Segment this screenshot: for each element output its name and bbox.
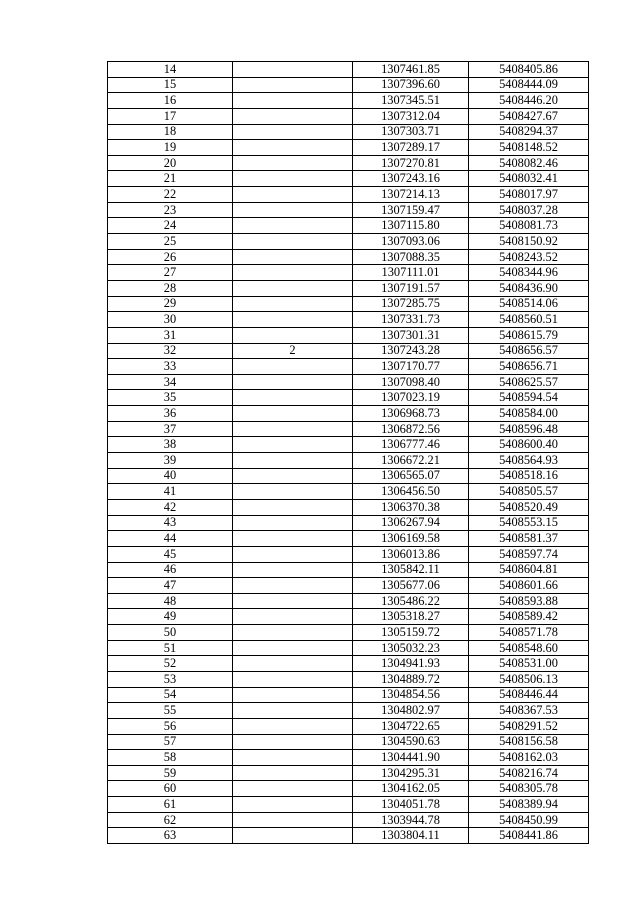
- x-coordinate-cell: 1307111.01: [353, 265, 469, 281]
- table-row: [108, 656, 589, 672]
- group-cell: [233, 202, 353, 218]
- group-cell: [233, 218, 353, 234]
- y-coordinate-cell: 5408600.40: [469, 437, 589, 453]
- table-row: [108, 531, 589, 547]
- y-coordinate-cell: 5408571.78: [469, 625, 589, 641]
- table-row: [108, 484, 589, 500]
- group-cell: [233, 249, 353, 265]
- point-number-cell: 57: [108, 734, 233, 750]
- x-coordinate-cell: 1306370.38: [353, 499, 469, 515]
- coordinate-table: [107, 61, 589, 844]
- y-coordinate-cell: 5408156.58: [469, 734, 589, 750]
- table-row: [108, 265, 589, 281]
- table-row: [108, 593, 589, 609]
- y-coordinate-cell: 5408291.52: [469, 718, 589, 734]
- group-cell: [233, 734, 353, 750]
- point-number-cell: 41: [108, 484, 233, 500]
- y-coordinate-cell: 5408367.53: [469, 703, 589, 719]
- y-coordinate-cell: 5408441.86: [469, 828, 589, 844]
- x-coordinate-cell: 1307331.73: [353, 312, 469, 328]
- table-row: [108, 390, 589, 406]
- group-cell: [233, 656, 353, 672]
- point-number-cell: 37: [108, 421, 233, 437]
- point-number-cell: 42: [108, 499, 233, 515]
- y-coordinate-cell: 5408625.57: [469, 374, 589, 390]
- table-row: [108, 359, 589, 375]
- group-cell: [233, 124, 353, 140]
- coordinate-table-body: [108, 62, 589, 844]
- table-row: [108, 671, 589, 687]
- table-row: [108, 578, 589, 594]
- x-coordinate-cell: 1307461.85: [353, 62, 469, 78]
- group-cell: [233, 593, 353, 609]
- y-coordinate-cell: 5408082.46: [469, 155, 589, 171]
- group-cell: [233, 609, 353, 625]
- group-cell: [233, 437, 353, 453]
- x-coordinate-cell: 1306013.86: [353, 546, 469, 562]
- table-row: [108, 406, 589, 422]
- table-row: [108, 171, 589, 187]
- point-number-cell: 45: [108, 546, 233, 562]
- table-row: [108, 343, 589, 359]
- group-cell: [233, 468, 353, 484]
- table-row: [108, 140, 589, 156]
- y-coordinate-cell: 5408148.52: [469, 140, 589, 156]
- y-coordinate-cell: 5408548.60: [469, 640, 589, 656]
- group-cell: [233, 453, 353, 469]
- group-cell: [233, 578, 353, 594]
- table-row: [108, 468, 589, 484]
- point-number-cell: 58: [108, 750, 233, 766]
- y-coordinate-cell: 5408589.42: [469, 609, 589, 625]
- point-number-cell: 33: [108, 359, 233, 375]
- table-row: [108, 609, 589, 625]
- table-row: [108, 781, 589, 797]
- y-coordinate-cell: 5408596.48: [469, 421, 589, 437]
- point-number-cell: 32: [108, 343, 233, 359]
- group-cell: [233, 327, 353, 343]
- y-coordinate-cell: 5408017.97: [469, 187, 589, 203]
- point-number-cell: 14: [108, 62, 233, 78]
- group-cell: [233, 359, 353, 375]
- table-row: [108, 546, 589, 562]
- table-row: [108, 187, 589, 203]
- table-row: [108, 124, 589, 140]
- y-coordinate-cell: 5408564.93: [469, 453, 589, 469]
- point-number-cell: 17: [108, 108, 233, 124]
- x-coordinate-cell: 1307098.40: [353, 374, 469, 390]
- table-row: [108, 499, 589, 515]
- y-coordinate-cell: 5408656.57: [469, 343, 589, 359]
- x-coordinate-cell: 1306456.50: [353, 484, 469, 500]
- x-coordinate-cell: 1304162.05: [353, 781, 469, 797]
- x-coordinate-cell: 1305159.72: [353, 625, 469, 641]
- group-cell: [233, 515, 353, 531]
- point-number-cell: 44: [108, 531, 233, 547]
- x-coordinate-cell: 1306267.94: [353, 515, 469, 531]
- x-coordinate-cell: 1305032.23: [353, 640, 469, 656]
- y-coordinate-cell: 5408081.73: [469, 218, 589, 234]
- x-coordinate-cell: 1306968.73: [353, 406, 469, 422]
- x-coordinate-cell: 1306872.56: [353, 421, 469, 437]
- point-number-cell: 39: [108, 453, 233, 469]
- y-coordinate-cell: 5408032.41: [469, 171, 589, 187]
- x-coordinate-cell: 1304295.31: [353, 765, 469, 781]
- x-coordinate-cell: 1304051.78: [353, 797, 469, 813]
- group-cell: [233, 781, 353, 797]
- table-row: [108, 327, 589, 343]
- group-cell: 2: [233, 343, 353, 359]
- x-coordinate-cell: 1306565.07: [353, 468, 469, 484]
- y-coordinate-cell: 5408450.99: [469, 812, 589, 828]
- point-number-cell: 35: [108, 390, 233, 406]
- group-cell: [233, 765, 353, 781]
- x-coordinate-cell: 1307285.75: [353, 296, 469, 312]
- group-cell: [233, 155, 353, 171]
- y-coordinate-cell: 5408389.94: [469, 797, 589, 813]
- y-coordinate-cell: 5408584.00: [469, 406, 589, 422]
- group-cell: [233, 390, 353, 406]
- point-number-cell: 21: [108, 171, 233, 187]
- table-row: [108, 108, 589, 124]
- point-number-cell: 18: [108, 124, 233, 140]
- y-coordinate-cell: 5408553.15: [469, 515, 589, 531]
- y-coordinate-cell: 5408243.52: [469, 249, 589, 265]
- table-row: [108, 625, 589, 641]
- group-cell: [233, 625, 353, 641]
- x-coordinate-cell: 1307312.04: [353, 108, 469, 124]
- point-number-cell: 54: [108, 687, 233, 703]
- table-row: [108, 77, 589, 93]
- y-coordinate-cell: 5408427.67: [469, 108, 589, 124]
- y-coordinate-cell: 5408604.81: [469, 562, 589, 578]
- point-number-cell: 47: [108, 578, 233, 594]
- point-number-cell: 36: [108, 406, 233, 422]
- y-coordinate-cell: 5408594.54: [469, 390, 589, 406]
- point-number-cell: 61: [108, 797, 233, 813]
- group-cell: [233, 265, 353, 281]
- y-coordinate-cell: 5408405.86: [469, 62, 589, 78]
- table-row: [108, 93, 589, 109]
- x-coordinate-cell: 1307170.77: [353, 359, 469, 375]
- y-coordinate-cell: 5408615.79: [469, 327, 589, 343]
- group-cell: [233, 421, 353, 437]
- y-coordinate-cell: 5408597.74: [469, 546, 589, 562]
- x-coordinate-cell: 1307303.71: [353, 124, 469, 140]
- point-number-cell: 16: [108, 93, 233, 109]
- point-number-cell: 19: [108, 140, 233, 156]
- point-number-cell: 49: [108, 609, 233, 625]
- group-cell: [233, 280, 353, 296]
- table-row: [108, 437, 589, 453]
- table-row: [108, 374, 589, 390]
- point-number-cell: 59: [108, 765, 233, 781]
- group-cell: [233, 77, 353, 93]
- table-row: [108, 234, 589, 250]
- y-coordinate-cell: 5408505.57: [469, 484, 589, 500]
- table-row: [108, 562, 589, 578]
- point-number-cell: 46: [108, 562, 233, 578]
- group-cell: [233, 312, 353, 328]
- y-coordinate-cell: 5408150.92: [469, 234, 589, 250]
- point-number-cell: 56: [108, 718, 233, 734]
- point-number-cell: 53: [108, 671, 233, 687]
- y-coordinate-cell: 5408305.78: [469, 781, 589, 797]
- x-coordinate-cell: 1307396.60: [353, 77, 469, 93]
- y-coordinate-cell: 5408446.44: [469, 687, 589, 703]
- table-row: [108, 453, 589, 469]
- table-row: [108, 218, 589, 234]
- table-row: [108, 718, 589, 734]
- point-number-cell: 26: [108, 249, 233, 265]
- group-cell: [233, 718, 353, 734]
- group-cell: [233, 62, 353, 78]
- group-cell: [233, 640, 353, 656]
- x-coordinate-cell: 1307088.35: [353, 249, 469, 265]
- group-cell: [233, 750, 353, 766]
- group-cell: [233, 499, 353, 515]
- group-cell: [233, 140, 353, 156]
- y-coordinate-cell: 5408344.96: [469, 265, 589, 281]
- table-row: [108, 155, 589, 171]
- y-coordinate-cell: 5408444.09: [469, 77, 589, 93]
- y-coordinate-cell: 5408656.71: [469, 359, 589, 375]
- y-coordinate-cell: 5408294.37: [469, 124, 589, 140]
- point-number-cell: 63: [108, 828, 233, 844]
- table-row: [108, 687, 589, 703]
- table-row: [108, 249, 589, 265]
- x-coordinate-cell: 1307191.57: [353, 280, 469, 296]
- x-coordinate-cell: 1307243.16: [353, 171, 469, 187]
- y-coordinate-cell: 5408581.37: [469, 531, 589, 547]
- group-cell: [233, 671, 353, 687]
- group-cell: [233, 171, 353, 187]
- x-coordinate-cell: 1306777.46: [353, 437, 469, 453]
- table-row: [108, 765, 589, 781]
- group-cell: [233, 531, 353, 547]
- point-number-cell: 40: [108, 468, 233, 484]
- x-coordinate-cell: 1307159.47: [353, 202, 469, 218]
- group-cell: [233, 296, 353, 312]
- group-cell: [233, 687, 353, 703]
- table-row: [108, 734, 589, 750]
- y-coordinate-cell: 5408506.13: [469, 671, 589, 687]
- group-cell: [233, 546, 353, 562]
- x-coordinate-cell: 1307289.17: [353, 140, 469, 156]
- x-coordinate-cell: 1303804.11: [353, 828, 469, 844]
- point-number-cell: 20: [108, 155, 233, 171]
- table-row: [108, 640, 589, 656]
- point-number-cell: 30: [108, 312, 233, 328]
- x-coordinate-cell: 1303944.78: [353, 812, 469, 828]
- point-number-cell: 51: [108, 640, 233, 656]
- y-coordinate-cell: 5408560.51: [469, 312, 589, 328]
- y-coordinate-cell: 5408518.16: [469, 468, 589, 484]
- group-cell: [233, 93, 353, 109]
- group-cell: [233, 812, 353, 828]
- table-row: [108, 62, 589, 78]
- point-number-cell: 38: [108, 437, 233, 453]
- x-coordinate-cell: 1307301.31: [353, 327, 469, 343]
- table-row: [108, 812, 589, 828]
- point-number-cell: 28: [108, 280, 233, 296]
- point-number-cell: 24: [108, 218, 233, 234]
- y-coordinate-cell: 5408593.88: [469, 593, 589, 609]
- x-coordinate-cell: 1305677.06: [353, 578, 469, 594]
- x-coordinate-cell: 1304590.63: [353, 734, 469, 750]
- point-number-cell: 48: [108, 593, 233, 609]
- y-coordinate-cell: 5408037.28: [469, 202, 589, 218]
- x-coordinate-cell: 1304802.97: [353, 703, 469, 719]
- y-coordinate-cell: 5408601.66: [469, 578, 589, 594]
- group-cell: [233, 108, 353, 124]
- table-row: [108, 750, 589, 766]
- point-number-cell: 31: [108, 327, 233, 343]
- point-number-cell: 60: [108, 781, 233, 797]
- point-number-cell: 15: [108, 77, 233, 93]
- x-coordinate-cell: 1304441.90: [353, 750, 469, 766]
- point-number-cell: 52: [108, 656, 233, 672]
- x-coordinate-cell: 1307093.06: [353, 234, 469, 250]
- table-row: [108, 202, 589, 218]
- table-row: [108, 280, 589, 296]
- group-cell: [233, 828, 353, 844]
- y-coordinate-cell: 5408446.20: [469, 93, 589, 109]
- group-cell: [233, 187, 353, 203]
- table-row: [108, 421, 589, 437]
- x-coordinate-cell: 1307115.80: [353, 218, 469, 234]
- group-cell: [233, 797, 353, 813]
- point-number-cell: 55: [108, 703, 233, 719]
- group-cell: [233, 703, 353, 719]
- group-cell: [233, 406, 353, 422]
- y-coordinate-cell: 5408514.06: [469, 296, 589, 312]
- group-cell: [233, 484, 353, 500]
- group-cell: [233, 234, 353, 250]
- point-number-cell: 22: [108, 187, 233, 203]
- x-coordinate-cell: 1304854.56: [353, 687, 469, 703]
- group-cell: [233, 562, 353, 578]
- point-number-cell: 34: [108, 374, 233, 390]
- x-coordinate-cell: 1306169.58: [353, 531, 469, 547]
- x-coordinate-cell: 1304941.93: [353, 656, 469, 672]
- y-coordinate-cell: 5408162.03: [469, 750, 589, 766]
- x-coordinate-cell: 1305842.11: [353, 562, 469, 578]
- point-number-cell: 50: [108, 625, 233, 641]
- y-coordinate-cell: 5408216.74: [469, 765, 589, 781]
- y-coordinate-cell: 5408520.49: [469, 499, 589, 515]
- x-coordinate-cell: 1307243.28: [353, 343, 469, 359]
- table-row: [108, 312, 589, 328]
- table-row: [108, 296, 589, 312]
- x-coordinate-cell: 1304722.65: [353, 718, 469, 734]
- x-coordinate-cell: 1307270.81: [353, 155, 469, 171]
- x-coordinate-cell: 1307023.19: [353, 390, 469, 406]
- point-number-cell: 27: [108, 265, 233, 281]
- table-row: [108, 515, 589, 531]
- y-coordinate-cell: 5408531.00: [469, 656, 589, 672]
- y-coordinate-cell: 5408436.90: [469, 280, 589, 296]
- table-row: [108, 828, 589, 844]
- point-number-cell: 62: [108, 812, 233, 828]
- point-number-cell: 29: [108, 296, 233, 312]
- x-coordinate-cell: 1305318.27: [353, 609, 469, 625]
- x-coordinate-cell: 1307345.51: [353, 93, 469, 109]
- x-coordinate-cell: 1304889.72: [353, 671, 469, 687]
- x-coordinate-cell: 1305486.22: [353, 593, 469, 609]
- table-row: [108, 703, 589, 719]
- point-number-cell: 25: [108, 234, 233, 250]
- x-coordinate-cell: 1307214.13: [353, 187, 469, 203]
- table-row: [108, 797, 589, 813]
- x-coordinate-cell: 1306672.21: [353, 453, 469, 469]
- group-cell: [233, 374, 353, 390]
- point-number-cell: 23: [108, 202, 233, 218]
- point-number-cell: 43: [108, 515, 233, 531]
